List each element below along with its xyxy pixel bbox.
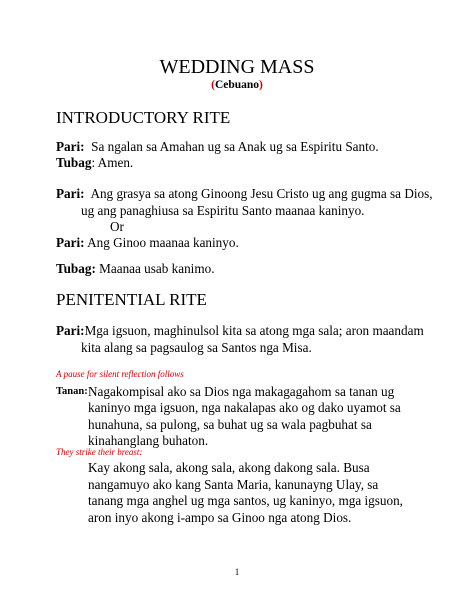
confiteor-line: tanang mga anghel ug mga santos, ug kaninyo, mga igsuon,: [88, 493, 403, 508]
confiteor-line: Nagakompisal ako sa Dios nga makagagahom sa tanan ug: [88, 384, 395, 399]
speaker-label: Tubag: [56, 155, 92, 170]
confiteor-line: aron inyo akong i-ampo sa Ginoo nga atong Dios.: [88, 510, 352, 525]
speaker-label: Tubag:: [56, 261, 96, 276]
pen-line-1: [56, 323, 424, 339]
page-title: WEDDING MASS: [159, 56, 315, 78]
rubric-pause: A pause for silent reflection follows: [56, 369, 184, 379]
intro-line-1: [56, 139, 379, 155]
confiteor-line: kaninyo mga igsuon, nga nakalapas ako og dako uyamot sa: [88, 400, 401, 415]
speaker-label: Pari:: [56, 235, 85, 250]
line-text: Maanaa usab kanimo.: [99, 261, 215, 276]
confiteor-line: hunahuna, sa pulong, sa buhat ug sa wala pagbuhat sa: [88, 417, 372, 432]
speaker-label: Pari:: [56, 186, 85, 201]
introductory-rite-heading: INTRODUCTORY RITE: [56, 108, 231, 127]
or-text: Or: [110, 219, 124, 234]
intro-line-4: [56, 235, 239, 251]
line-text: : Amen.: [91, 155, 134, 170]
rubric-strike-breast: They strike their breast:: [56, 447, 143, 457]
intro-line-3: [56, 186, 433, 202]
paren-close: ): [259, 79, 263, 91]
page-number: 1: [234, 567, 240, 577]
pen-line-1-cont: kita alang sa pagsaulog sa Santos nga Misa.: [81, 340, 312, 355]
intro-line-3-cont: ug ang panaghiusa sa Espiritu Santo maanaa kaninyo.: [81, 203, 365, 218]
confiteor-line: Kay akong sala, akong sala, akong dakong sala. Busa: [88, 460, 370, 475]
paren-open: (: [211, 79, 215, 91]
subtitle: [0, 78, 474, 92]
intro-line-5: [56, 261, 215, 277]
line-text: Ang grasya sa atong Ginoong Jesu Cristo ug ang gugma sa Dios,: [90, 186, 433, 201]
subtitle-text: Cebuano: [214, 79, 260, 91]
confiteor-line: nangamuyo ako kang Santa Maria, kanunayng Ulay, sa: [88, 477, 379, 492]
line-text: Ang Ginoo maanaa kaninyo.: [87, 235, 239, 250]
confiteor-line: kinahanglang buhaton.: [88, 433, 209, 448]
intro-line-2: [56, 155, 133, 171]
speaker-label: Pari:: [56, 323, 85, 338]
penitential-rite-heading: PENITENTIAL RITE: [56, 290, 207, 309]
line-text: Sa ngalan sa Amahan ug sa Anak ug sa Espiritu Santo.: [91, 139, 379, 154]
tanan-label: Tanan:: [56, 386, 88, 397]
line-text: Mga igsuon, maghinulsol kita sa atong mga sala; aron maandam: [84, 323, 424, 338]
speaker-label: Pari:: [56, 139, 85, 154]
